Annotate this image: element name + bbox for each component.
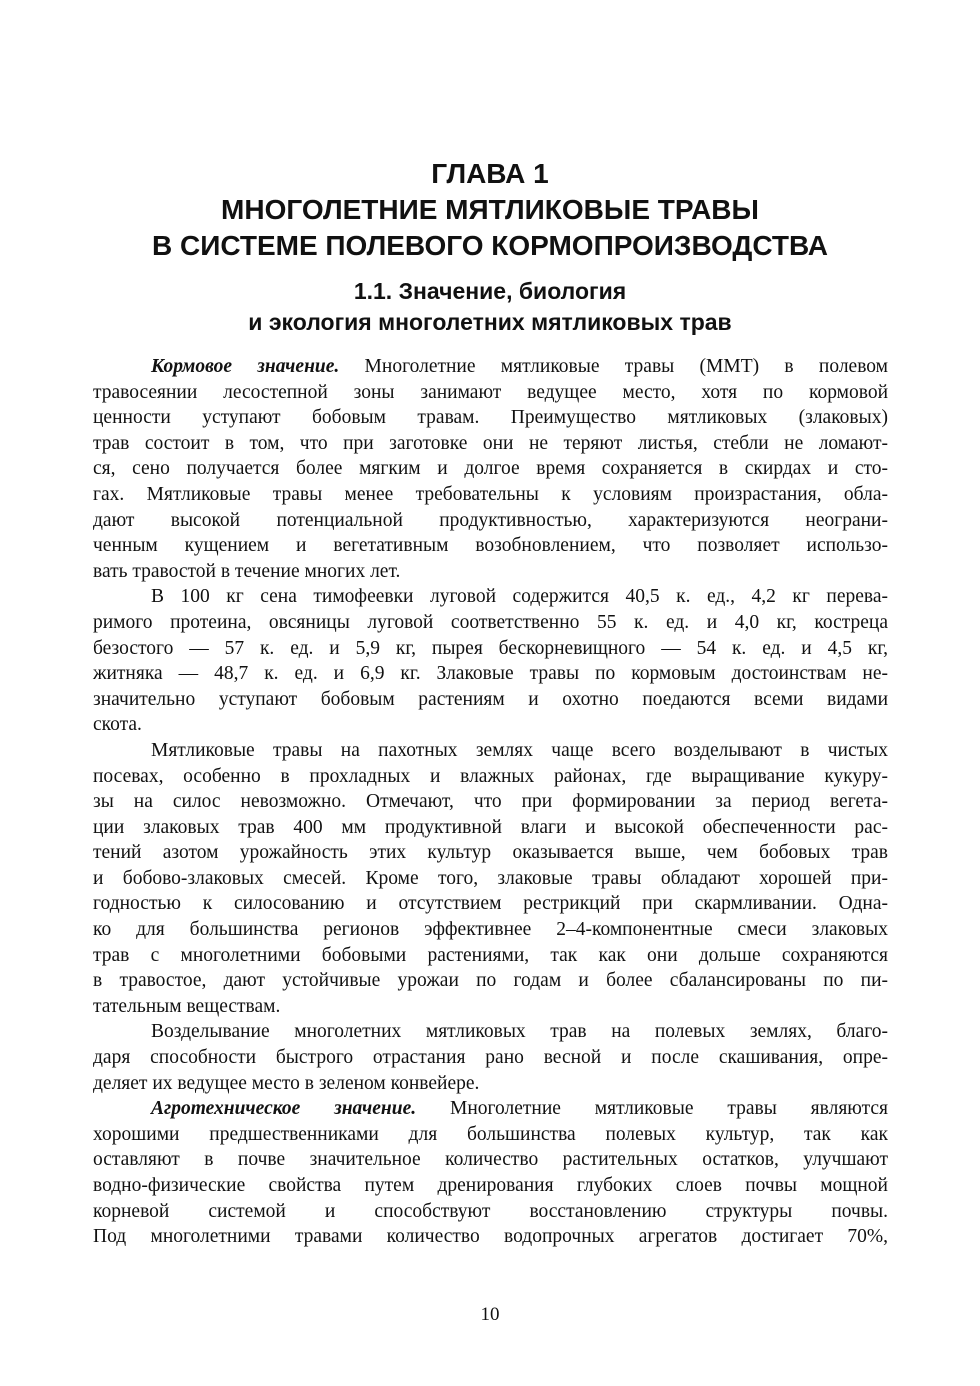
paragraph-3-line: трав с многолетними бобовыми растениями, так как они дольше сохраняются xyxy=(93,944,888,966)
paragraph-3-line: годностью к силосованию и отсутствием рестрикций при скармливании. Одна- xyxy=(93,893,888,915)
paragraph-1-line: гах. Мятликовые травы менее требовательны к условиям произрастания, обла- xyxy=(93,483,888,505)
paragraph-4-line: деляет их ведущее место в зеленом конвейере. xyxy=(93,1072,480,1094)
paragraph-5-line: водно-физические свойства путем дренирования глубоких слоев почвы мощной xyxy=(93,1175,888,1196)
paragraph-1-line: Кормовое значение. Многолетние мятликовые травы (ММТ) в полевом xyxy=(151,356,888,377)
chapter-title-line-2: В СИСТЕМЕ ПОЛЕВОГО КОРМОПРОИЗВОДСТВА xyxy=(151,230,829,261)
paragraph-1-line: травосеянии лесостепной зоны занимают ведущее место, хотя по кормовой xyxy=(93,381,888,403)
chapter-title xyxy=(80,156,900,264)
paragraph-1-line: вать травостой в течение многих лет. xyxy=(93,560,401,582)
paragraph-5-line: оставляют в почве значительное количество растительных остатков, улучшают xyxy=(93,1149,888,1171)
paragraph-5-lead: Агротехническое значение. xyxy=(151,1098,417,1120)
paragraph-1-line: ся, сено получается более мягким и долгое время сохраняется в скирдах и сто- xyxy=(93,458,888,480)
paragraph-2-line: скота. xyxy=(93,714,142,736)
paragraph-1-line: ценности уступают бобовым травам. Преимущество мятликовых (злаковых) xyxy=(93,407,888,429)
paragraph-5-line: Под многолетними травами количество водопрочных агрегатов достигает 70%, xyxy=(93,1226,888,1248)
paragraph-5-line: Агротехническое значение. Многолетние мятликовые травы являются xyxy=(151,1098,888,1120)
section-title-line-1: 1.1. Значение, биология xyxy=(353,278,627,304)
paragraph-3-line: посевах, особенно в прохладных и влажных районах, где выращивание кукуру- xyxy=(93,765,888,787)
paragraph-4-line: даря способности быстрого отрастания рано весной и после скашивания, опре- xyxy=(93,1047,888,1069)
chapter-number: ГЛАВА 1 xyxy=(431,158,549,189)
paragraph-3-line: ции злаковых трав 400 мм продуктивной влаги и высокой обеспеченности рас- xyxy=(93,816,888,838)
paragraph-3-line: зы на силос невозможно. Отмечают, что при формировании за период вегета- xyxy=(93,791,888,813)
paragraph-4-line: Возделывание многолетних мятликовых трав на полевых землях, благо- xyxy=(151,1021,888,1043)
paragraph-1-line: трав состоит в том, что при заготовке они не теряют листья, стебли не ломают- xyxy=(93,432,888,454)
paragraph-2-line: безостого — 57 к. ед. и 5,9 кг, пырея бескорневищного — 54 к. ед. и 4,5 кг, xyxy=(93,637,888,659)
paragraph-1-lead: Кормовое значение. xyxy=(151,356,340,377)
paragraph-3-line: и бобово-злаковых смесей. Кроме того, злаковые травы обладают хорошей при- xyxy=(93,867,888,889)
section-title-line-2: и экология многолетних мятликовых трав xyxy=(248,309,732,335)
paragraph-3-line: ко для большинства регионов эффективнее 2–4-компонентные смеси злаковых xyxy=(93,919,888,941)
paragraph-3-line: тательным веществам. xyxy=(93,995,281,1017)
paragraph-1-line: ченным кущением и вегетативным возобновлением, что позволяет использо- xyxy=(93,535,888,557)
body-text xyxy=(93,354,888,1250)
paragraph-3-line: в травостое, дают устойчивые урожаи по годам и более сбалансированы по пи- xyxy=(93,970,888,992)
paragraph-5-line: корневой системой и способствуют восстановлению структуры почвы. xyxy=(93,1200,888,1222)
paragraph-3-line: тений азотом урожайность этих культур оказывается выше, чем бобовых трав xyxy=(93,842,888,864)
section-title xyxy=(80,276,900,338)
paragraph-3-line: Мятликовые травы на пахотных землях чаще всего возделывают в чистых xyxy=(151,739,888,761)
paragraph-2-line: значительно уступают бобовым растениям и охотно поедаются всеми видами xyxy=(93,688,888,710)
paragraph-1-line: дают высокой потенциальной продуктивностью, характеризуются неограни- xyxy=(93,509,888,531)
chapter-title-line-1: МНОГОЛЕТНИЕ МЯТЛИКОВЫЕ ТРАВЫ xyxy=(221,194,759,225)
paragraph-2-line: житняка — 48,7 к. ед. и 6,9 кг. Злаковые травы по кормовым достоинствам не- xyxy=(93,663,888,685)
paragraph-2-line: В 100 кг сена тимофеевки луговой содержится 40,5 к. ед., 4,2 кг перева- xyxy=(151,586,888,608)
page-number: 10 xyxy=(480,1304,500,1325)
paragraph-5-line: хорошими предшественниками для большинства полевых культур, так как xyxy=(93,1123,888,1145)
paragraph-2-line: римого протеина, овсяницы луговой соответственно 55 к. ед. и 4,0 кг, костреца xyxy=(93,611,888,633)
